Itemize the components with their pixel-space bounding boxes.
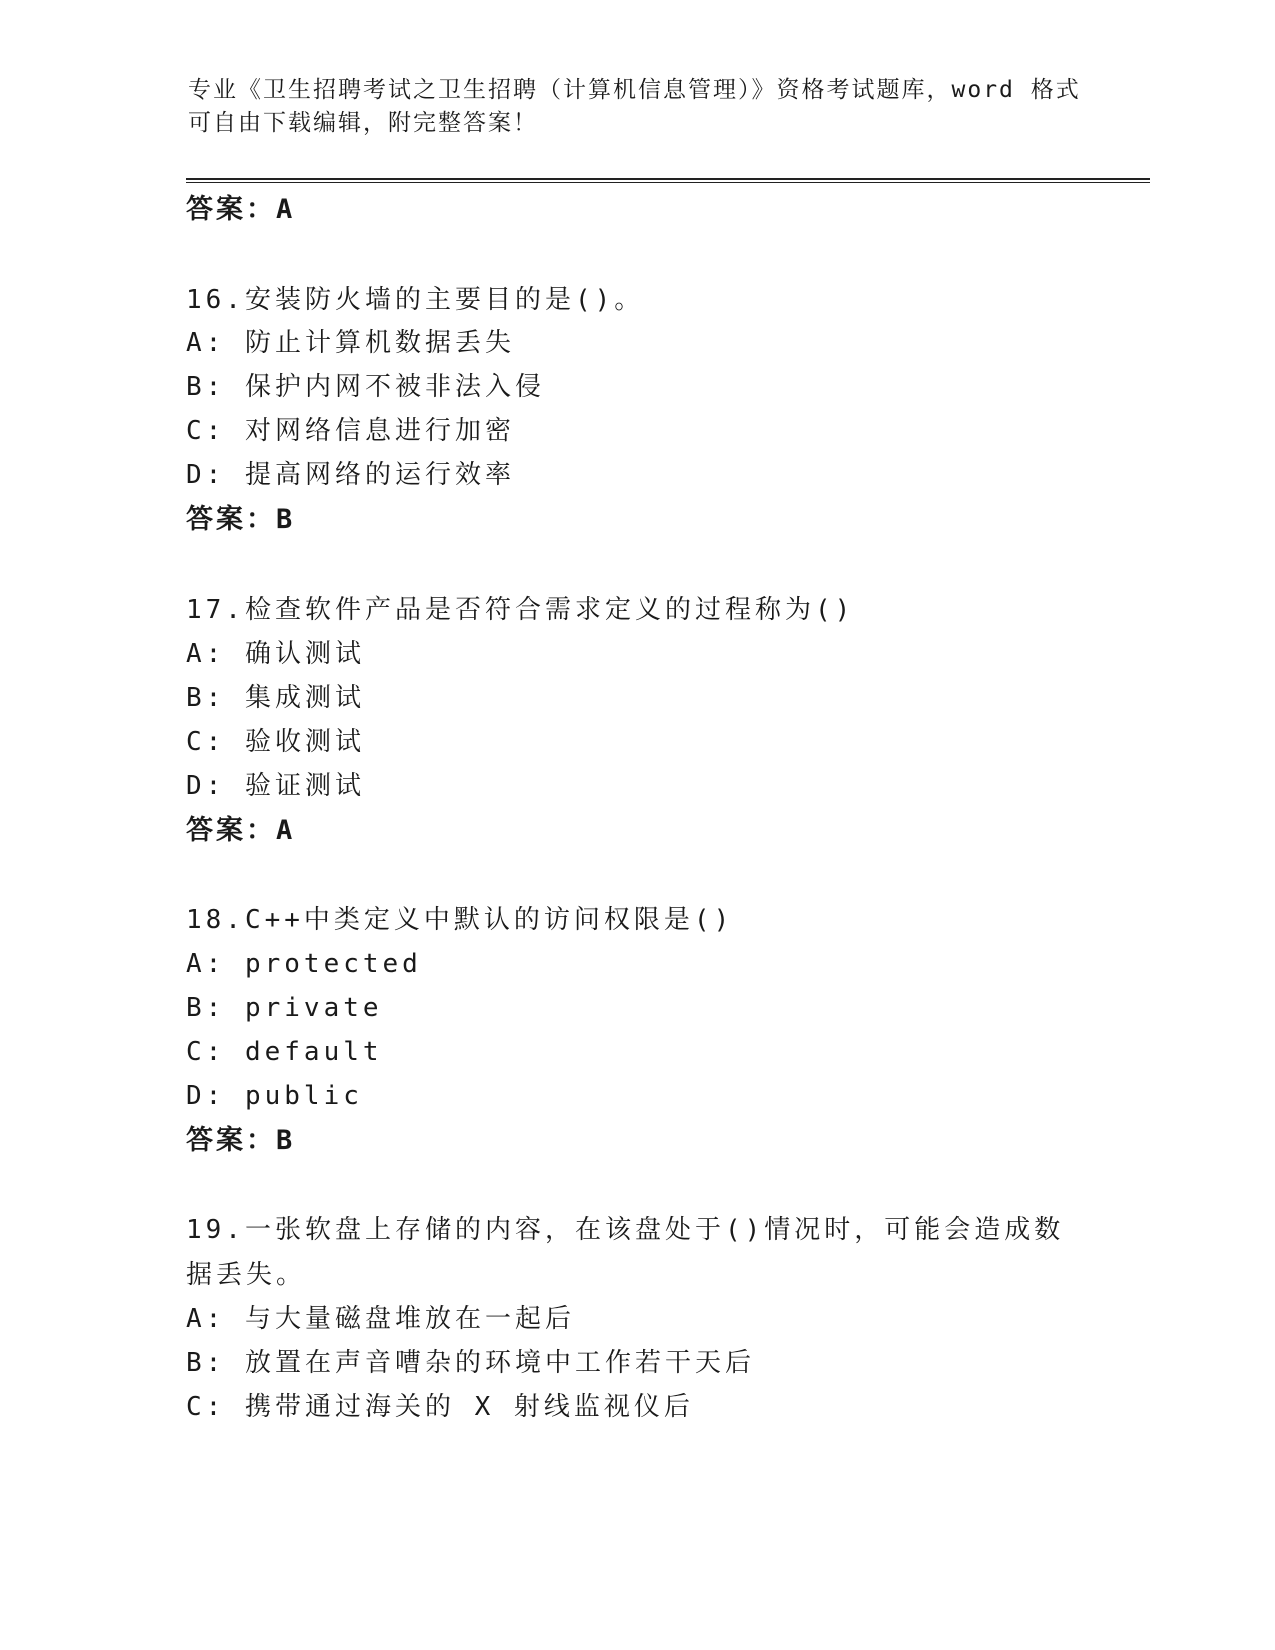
option-c: C: 携带通过海关的 X 射线监视仪后 — [186, 1392, 694, 1422]
answer-line: 答案：B — [186, 1125, 296, 1156]
question-stem: 17.检查软件产品是否符合需求定义的过程称为() — [186, 595, 855, 625]
option-a: A: protected — [186, 949, 422, 979]
question-stem: 16.安装防火墙的主要目的是()。 — [186, 285, 645, 315]
option-a: A: 防止计算机数据丢失 — [186, 328, 515, 358]
option-b: B: 放置在声音嘈杂的环境中工作若干天后 — [186, 1348, 755, 1378]
option-c: C: 验收测试 — [186, 727, 365, 757]
question-stem: 18.C++中类定义中默认的访问权限是() — [186, 905, 734, 935]
option-a: A: 与大量磁盘堆放在一起后 — [186, 1304, 575, 1334]
option-c: C: default — [186, 1037, 383, 1067]
header-divider — [186, 178, 1150, 183]
answer-line: 答案：B — [186, 504, 296, 535]
option-c: C: 对网络信息进行加密 — [186, 416, 515, 446]
option-b: B: 集成测试 — [186, 683, 365, 713]
option-b: B: 保护内网不被非法入侵 — [186, 372, 545, 402]
option-d: D: 提高网络的运行效率 — [186, 460, 515, 490]
option-b: B: private — [186, 993, 383, 1023]
answer-line: 答案：A — [186, 194, 296, 225]
option-d: D: public — [186, 1081, 363, 1111]
answer-line: 答案：A — [186, 815, 296, 846]
document-header: 专业《卫生招聘考试之卫生招聘（计算机信息管理）》资格考试题库，word 格式可自由下载编辑，附完整答案！ — [188, 77, 1081, 136]
option-a: A: 确认测试 — [186, 639, 365, 669]
option-d: D: 验证测试 — [186, 771, 365, 801]
question-stem: 19.一张软盘上存储的内容，在该盘处于()情况时，可能会造成数据丢失。 — [186, 1215, 1065, 1290]
